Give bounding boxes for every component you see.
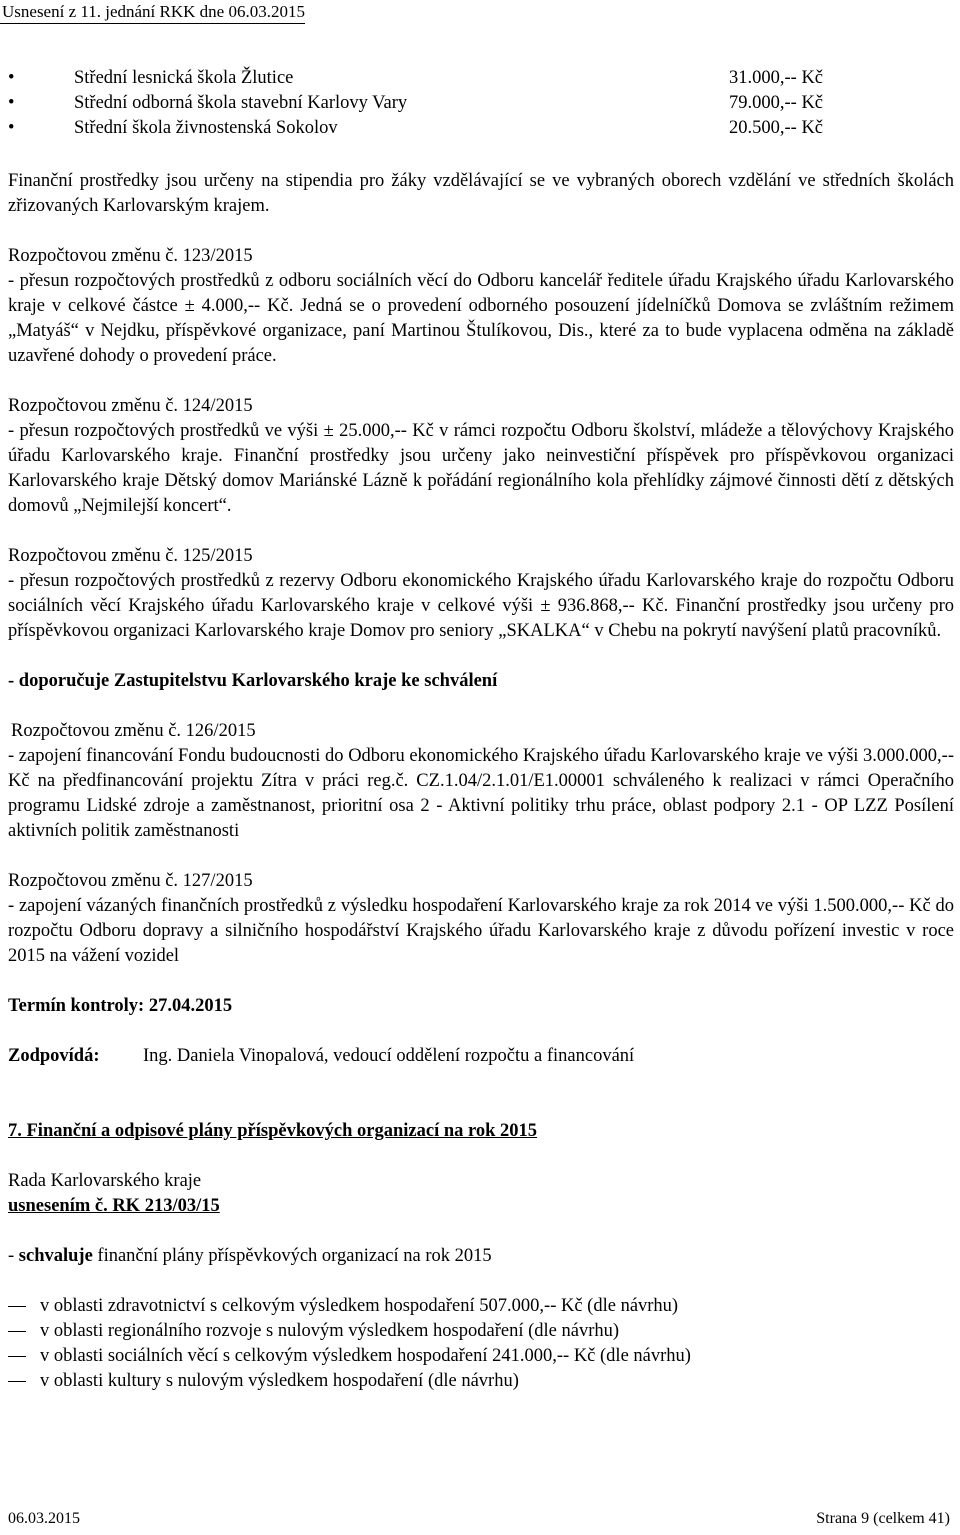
bullet-icon: • [8,93,15,113]
footer-date: 06.03.2015 [8,1510,80,1527]
change-text: - zapojení financování Fondu budoucnosti do Odboru ekonomického Krajského úřadu Karlovarského kraje ve výši 3.000.000,-- Kč na předfinancování projektu Zítra v práci reg.č. CZ.1.04/2.1.01/E1.00001 schváleného k realizaci v rámci Operačního programu Lidské zdroje a zaměstnanost, prioritní osa 2 - Aktivní politiky trhu práce, oblast podpory 2.1 - OP LZZ Posílení aktivních politik zaměstnanosti [8,746,954,841]
approves-verb: schvaluje [18,1246,93,1266]
school-name: Střední lesnická škola Žlutice [74,68,294,88]
dash-icon [8,1356,26,1357]
plan-item: v oblasti sociálních věcí s celkovým výsledkem hospodaření 241.000,-- Kč (dle návrhu) [40,1346,691,1366]
school-name: Střední škola živnostenská Sokolov [74,118,338,138]
dash-icon [8,1381,26,1382]
plan-item: v oblasti kultury s nulovým výsledkem hospodaření (dle návrhu) [40,1371,519,1391]
approves-prefix: - [8,1246,19,1266]
change-text: - přesun rozpočtových prostředků ve výši ± 25.000,-- Kč v rámci rozpočtu Odboru školství, mládeže a tělovýchovy Krajského úřadu Karlovarského kraje. Finanční prostředky jsou určeny jako neinvestiční příspěvek pro příspěvkovou organizaci Karlovarského kraje Dětský domov Mariánské Lázně k pořádání regionálního kola přehlídky zájmové činnosti dětí z dětských domovů „Nejmilejší koncert“. [8,421,954,516]
responsible-label: Zodpovídá: [8,1046,100,1066]
bullet-icon: • [8,118,15,138]
change-title: Rozpočtovou změnu č. 126/2015 [11,721,256,741]
council-name: Rada Karlovarského kraje [8,1171,202,1191]
change-text: - přesun rozpočtových prostředků z odboru sociálních věcí do Odboru kancelář ředitele úřadu Krajského úřadu Karlovarského kraje v celkové částce ± 4.000,-- Kč. Jedná se o provedení odborného posouzení jídelníčků Domova se zvláštním režimem „Matyáš“ v Nejdku, příspěvkové organizace, paní Martinou Štulíkovou, Dis., které za to bude vyplacena odměna na základě uzavřené dohody o provedení práce. [8,271,954,366]
change-text: - přesun rozpočtových prostředků z rezervy Odboru ekonomického Krajského úřadu Karlovarského kraje do rozpočtu Odboru sociálních věcí Krajského úřadu Karlovarského kraje v celkové výši ± 936.868,-- Kč. Finanční prostředky jsou určeny pro příspěvkovou organizaci Karlovarského kraje Domov pro seniory „SKALKA“ v Chebu na pokrytí navýšení platů pracovníků. [8,571,954,641]
intro-paragraph: Finanční prostředky jsou určeny na stipendia pro žáky vzdělávající se ve vybraných oborech vzdělání ve středních školách zřizovaných Karlovarským krajem. [8,171,954,216]
deadline: Termín kontroly: 27.04.2015 [8,996,233,1016]
change-title: Rozpočtovou změnu č. 125/2015 [8,546,253,566]
change-title: Rozpočtovou změnu č. 124/2015 [8,396,253,416]
page-header [0,0,960,24]
change-text: - zapojení vázaných finančních prostředků z výsledku hospodaření Karlovarského kraje za rok 2014 ve výši 1.500.000,-- Kč do rozpočtu Odboru dopravy a silničního hospodářství Krajského úřadu Karlovarského kraje z důvodu pořízení investic v roce 2015 na vážení vozidel [8,896,954,966]
responsible-value: Ing. Daniela Vinopalová, vedoucí oddělení rozpočtu a financování [143,1046,635,1066]
resolution-number: usnesením č. RK 213/03/15 [8,1196,220,1216]
school-name: Střední odborná škola stavební Karlovy Vary [74,93,408,113]
header-title: Usnesení z 11. jednání RKK dne 06.03.2015 [0,1,305,24]
plan-item: v oblasti regionálního rozvoje s nulovým výsledkem hospodaření (dle návrhu) [40,1321,620,1341]
list-item [8,116,954,141]
list-item [8,1369,954,1394]
section-title: 7. Finanční a odpisové plány příspěvkových organizací na rok 2015 [8,1121,538,1141]
list-item [8,1319,954,1344]
change-title: Rozpočtovou změnu č. 127/2015 [8,871,253,891]
approves-line [8,1244,954,1269]
school-amount: 31.000,-- Kč [729,68,824,88]
list-item [8,1294,954,1319]
recommend-heading: - doporučuje Zastupitelstvu Karlovarského kraje ke schválení [8,671,498,691]
bullet-icon: • [8,68,15,88]
footer-page-number: Strana 9 (celkem 41) [816,1510,950,1527]
school-amount: 20.500,-- Kč [729,118,824,138]
list-item [8,1344,954,1369]
plan-item: v oblasti zdravotnictví s celkovým výsledkem hospodaření 507.000,-- Kč (dle návrhu) [40,1296,679,1316]
list-item [8,91,954,116]
responsible-line [8,1044,954,1069]
approves-rest: finanční plány příspěvkových organizací na rok 2015 [92,1246,492,1266]
document-body [8,66,954,1394]
dash-icon [8,1331,26,1332]
school-amount-list [8,66,954,141]
school-amount: 79.000,-- Kč [729,93,824,113]
list-item [8,66,954,91]
dash-icon [8,1306,26,1307]
plan-list [8,1294,954,1394]
change-title: Rozpočtovou změnu č. 123/2015 [8,246,253,266]
